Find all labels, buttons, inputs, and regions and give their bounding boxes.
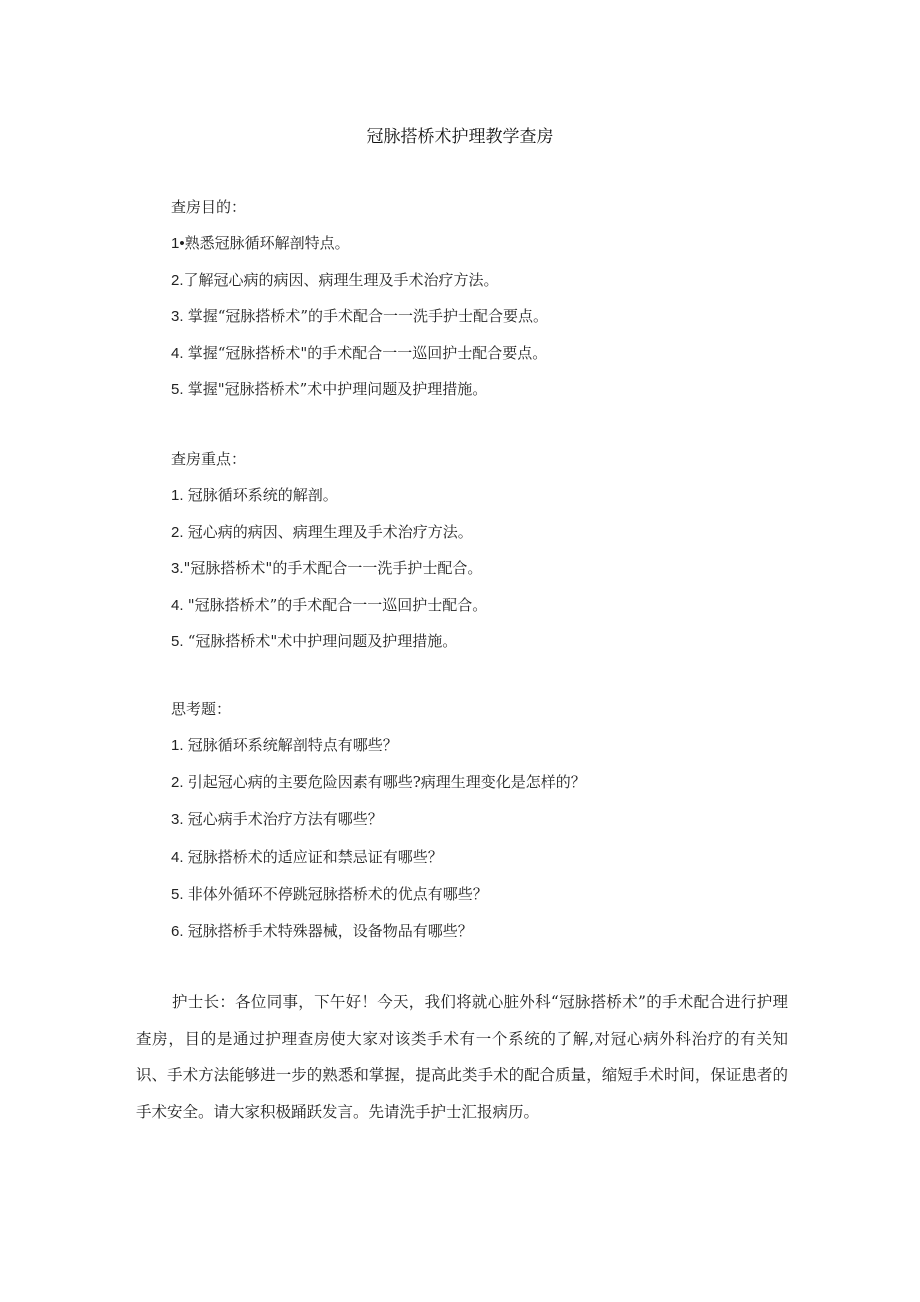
item-text: 熟悉冠脉循环解剖特点。: [184, 234, 350, 252]
item-text: "冠脉搭桥术"的手术配合一一洗手护士配合。: [183, 559, 483, 577]
key-point-item: [171, 630, 811, 652]
item-number: 3.: [171, 811, 188, 829]
question-item: [171, 808, 811, 830]
item-text: 掌握“冠脉搭桥术"的手术配合一一巡回护士配合要点。: [187, 343, 548, 362]
item-number: 2.: [171, 774, 188, 792]
key-point-item: [171, 557, 811, 579]
objectives-section: [171, 196, 811, 415]
item-number: 5.: [171, 633, 188, 650]
item-number: 1.: [171, 487, 188, 504]
item-number: 1•: [171, 235, 185, 252]
item-number: 1.: [171, 737, 188, 754]
document-title: 冠脉搭桥术护理教学查房: [366, 127, 554, 147]
questions-section: [171, 698, 811, 957]
item-number: 6.: [171, 922, 188, 940]
item-number: 4.: [171, 596, 188, 614]
questions-heading: 思考题：: [171, 700, 232, 718]
item-text: "冠脉搭桥术”的手术配合一一巡回护士配合。: [187, 595, 488, 614]
item-text: 掌握"冠脉搭桥术”术中护理问题及护理措施。: [187, 380, 488, 398]
key-point-item: [171, 484, 811, 506]
item-text: 冠脉搭桥手术特殊器械，设备物品有哪些？: [187, 921, 473, 940]
objective-item: [171, 232, 811, 254]
objectives-heading: 查房目的：: [171, 198, 247, 216]
objective-item: [171, 269, 811, 291]
item-text: 掌握“冠脉搭桥术”的手术配合一一洗手护士配合要点。: [187, 307, 549, 325]
item-text: “冠脉搭桥术"术中护理问题及护理措施。: [187, 632, 458, 650]
item-number: 4.: [171, 848, 188, 866]
key-points-heading: 查房重点：: [171, 450, 247, 468]
question-item: [171, 846, 811, 868]
key-point-item: [171, 521, 811, 543]
key-point-item: [171, 594, 811, 616]
item-text: 冠脉循环系统解剖特点有哪些？: [187, 736, 398, 754]
question-item: [171, 883, 811, 905]
objective-item: [171, 342, 811, 364]
item-text: 冠心病手术治疗方法有哪些？: [187, 810, 383, 829]
item-text: 非体外循环不停跳冠脉搭桥术的优点有哪些？: [187, 884, 488, 903]
question-item: [171, 771, 811, 793]
item-text: 冠脉循环系统的解剖。: [187, 486, 338, 504]
item-text: 引起冠心病的主要危险因素有哪些?病理生理变化是怎样的？: [187, 773, 586, 792]
item-text: 冠脉搭桥术的适应证和禁忌证有哪些？: [187, 847, 443, 866]
item-number: 2.: [171, 271, 184, 289]
item-number: 2.: [171, 523, 188, 541]
item-number: 3.: [171, 308, 188, 325]
item-text: 冠心病的病因、病理生理及手术治疗方法。: [187, 522, 473, 541]
item-text: 了解冠心病的病因、病理生理及手术治疗方法。: [183, 270, 499, 289]
question-item: [171, 920, 811, 942]
item-number: 5.: [171, 381, 188, 398]
objective-item: [171, 378, 811, 400]
objective-item: [171, 305, 811, 327]
item-number: 4.: [171, 344, 188, 362]
opening-paragraph: 护士长：各位同事，下午好！今天，我们将就心脏外科“冠脉搭桥术”的手术配合进行护理查房，目的是通过护理查房使大家对该类手术有一个系统的了解,对冠心病外科治疗的有关知识、手术方法能够进一步的熟悉和掌握，提高此类手术的配合质量，缩短手术时间，保证患者的手术安全。请大家积极踊跃发言。先请洗手护士汇报病历。: [136, 993, 788, 1121]
item-number: 5.: [171, 885, 188, 903]
question-item: [171, 734, 811, 756]
key-points-section: [171, 448, 811, 667]
item-number: 3.: [171, 560, 184, 577]
